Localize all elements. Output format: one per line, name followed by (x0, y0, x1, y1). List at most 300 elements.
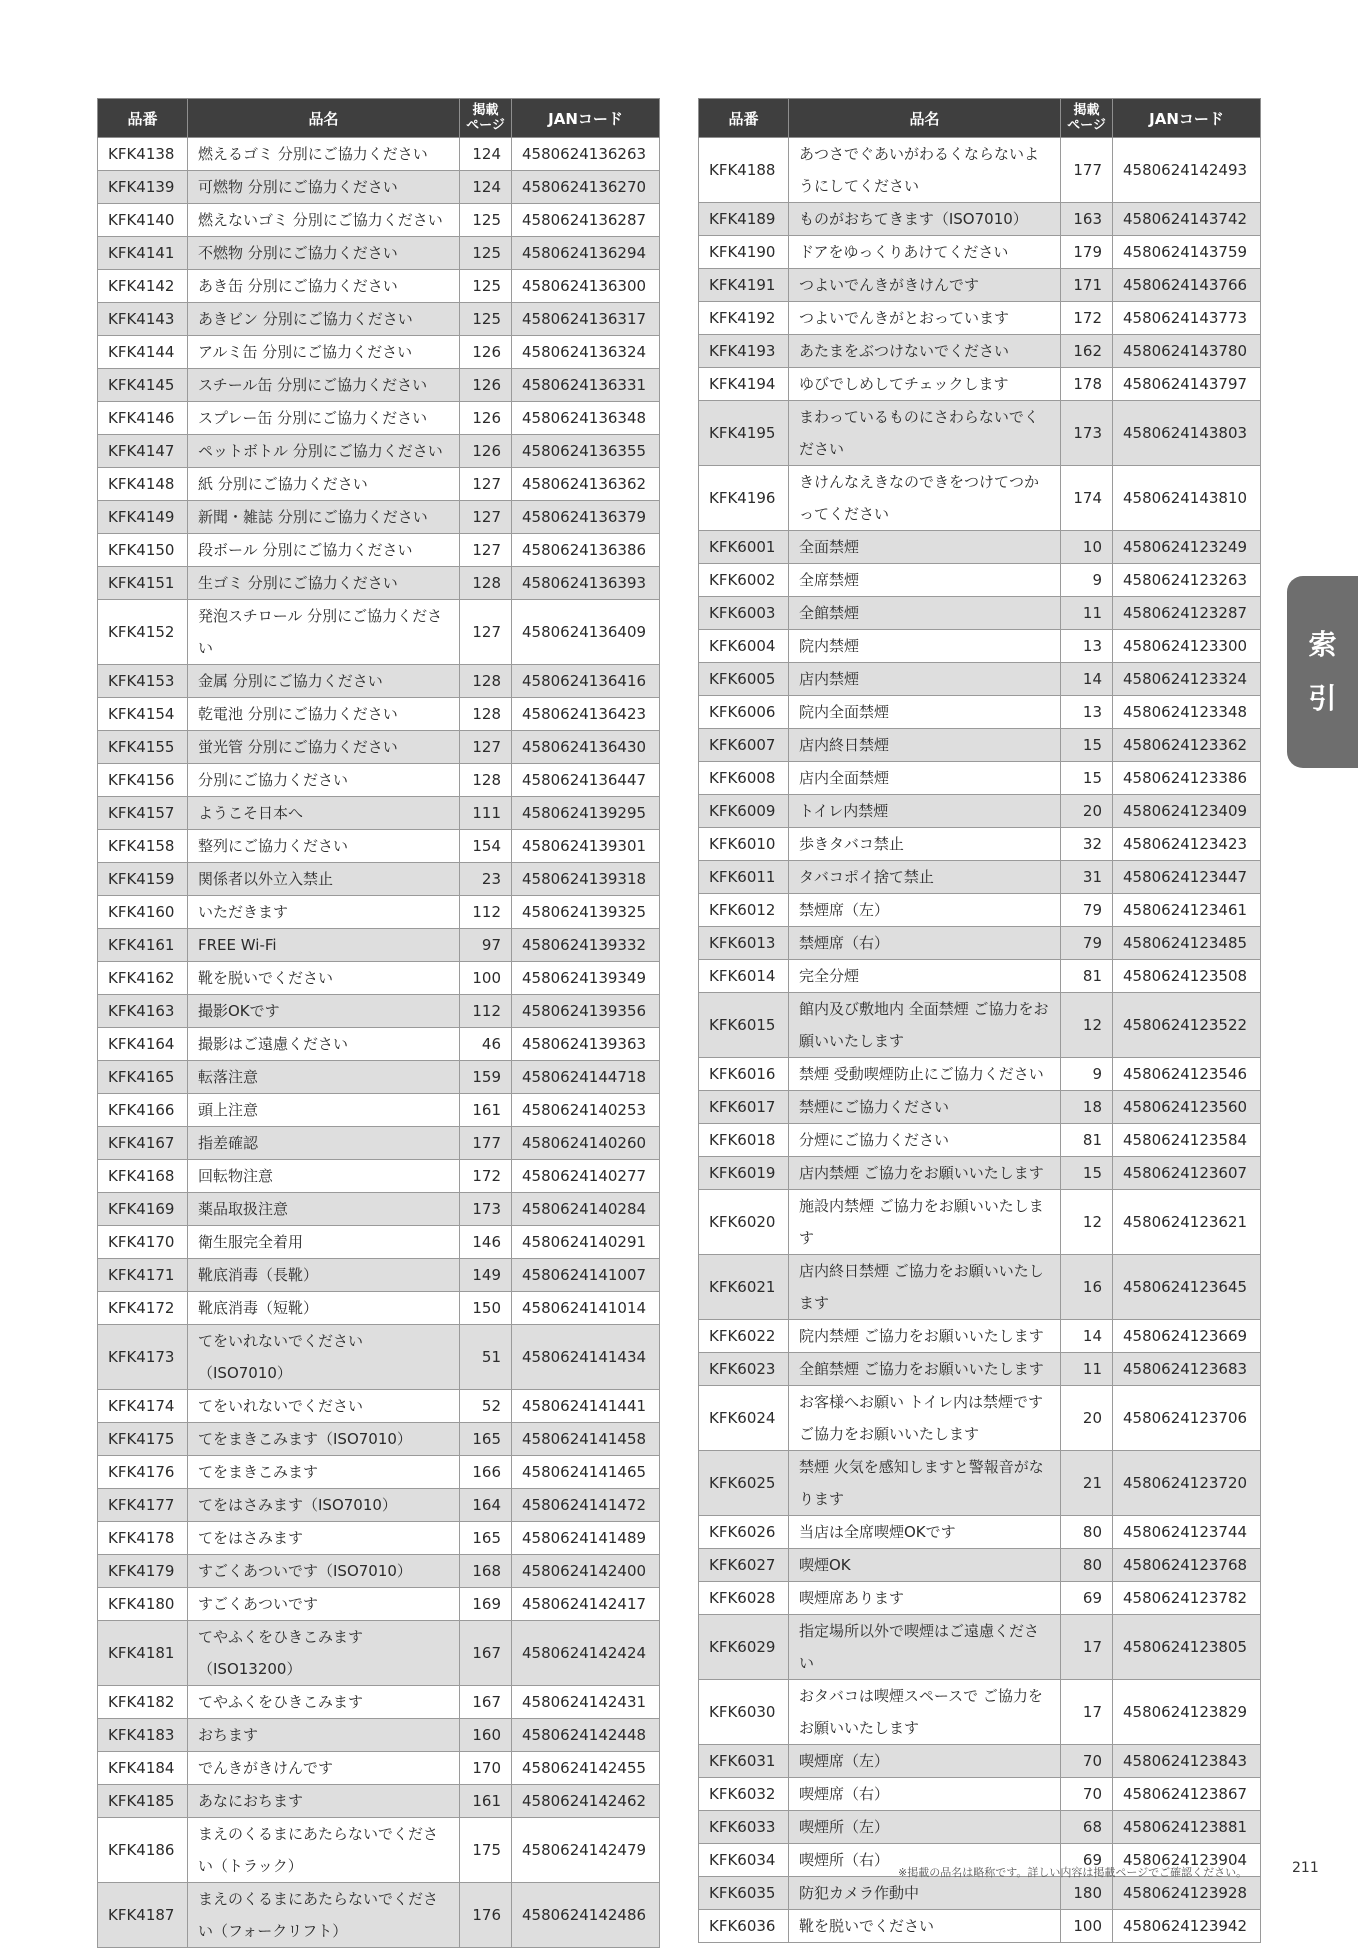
side-tab-char-1: 索 (1308, 628, 1337, 661)
cell-name: 関係者以外立入禁止 (188, 863, 460, 896)
cell-name: あきビン 分別にご協力ください (188, 303, 460, 336)
cell-name: きけんなえきなのできをつけてつかってください (789, 466, 1061, 531)
cell-code: KFK4172 (98, 1292, 188, 1325)
table-row (98, 1456, 660, 1489)
cell-page: 177 (1061, 138, 1113, 203)
cell-jan: 4580624123249 (1113, 531, 1261, 564)
table-row (699, 663, 1261, 696)
cell-code: KFK4150 (98, 534, 188, 567)
cell-jan: 4580624141441 (512, 1390, 660, 1423)
cell-jan: 4580624143766 (1113, 269, 1261, 302)
cell-name: まえのくるまにあたらないでください（トラック） (188, 1818, 460, 1883)
cell-name: スプレー缶 分別にご協力ください (188, 402, 460, 435)
cell-jan: 4580624140260 (512, 1127, 660, 1160)
cell-page: 128 (460, 665, 512, 698)
index-side-tab (1287, 576, 1358, 768)
cell-code: KFK6031 (699, 1745, 789, 1778)
cell-page: 46 (460, 1028, 512, 1061)
cell-code: KFK4148 (98, 468, 188, 501)
cell-jan: 4580624123720 (1113, 1451, 1261, 1516)
cell-code: KFK4178 (98, 1522, 188, 1555)
cell-page: 170 (460, 1752, 512, 1785)
table-row (699, 762, 1261, 795)
cell-code: KFK4166 (98, 1094, 188, 1127)
cell-name: 完全分煙 (789, 960, 1061, 993)
cell-code: KFK6022 (699, 1320, 789, 1353)
cell-jan: 4580624136317 (512, 303, 660, 336)
cell-code: KFK6035 (699, 1877, 789, 1910)
cell-code: KFK4185 (98, 1785, 188, 1818)
cell-page: 11 (1061, 1353, 1113, 1386)
cell-name: あなにおちます (188, 1785, 460, 1818)
cell-jan: 4580624123867 (1113, 1778, 1261, 1811)
table-row (98, 1818, 660, 1883)
cell-name: 全館禁煙 ご協力をお願いいたします (789, 1353, 1061, 1386)
cell-name: でんきがきけんです (188, 1752, 460, 1785)
cell-code: KFK4183 (98, 1719, 188, 1752)
table-row (699, 1745, 1261, 1778)
cell-page: 165 (460, 1522, 512, 1555)
cell-jan: 4580624123645 (1113, 1255, 1261, 1320)
header-code: 品番 (699, 99, 789, 138)
cell-code: KFK6010 (699, 828, 789, 861)
cell-name: 分煙にご協力ください (789, 1124, 1061, 1157)
cell-page: 174 (1061, 466, 1113, 531)
cell-name: てをはさみます (188, 1522, 460, 1555)
cell-page: 17 (1061, 1680, 1113, 1745)
cell-page: 124 (460, 171, 512, 204)
cell-name: 喫煙席（右） (789, 1778, 1061, 1811)
cell-code: KFK6007 (699, 729, 789, 762)
cell-code: KFK4158 (98, 830, 188, 863)
cell-code: KFK6003 (699, 597, 789, 630)
table-row (98, 567, 660, 600)
cell-code: KFK6002 (699, 564, 789, 597)
cell-code: KFK6012 (699, 894, 789, 927)
cell-jan: 4580624123263 (1113, 564, 1261, 597)
cell-code: KFK4179 (98, 1555, 188, 1588)
cell-jan: 4580624136430 (512, 731, 660, 764)
cell-code: KFK6011 (699, 861, 789, 894)
cell-jan: 4580624136423 (512, 698, 660, 731)
cell-page: 20 (1061, 795, 1113, 828)
index-table-right (698, 98, 1261, 1943)
cell-name: 靴を脱いでください (188, 962, 460, 995)
cell-code: KFK4144 (98, 336, 188, 369)
cell-code: KFK4142 (98, 270, 188, 303)
cell-code: KFK4195 (699, 401, 789, 466)
cell-code: KFK4184 (98, 1752, 188, 1785)
cell-code: KFK4175 (98, 1423, 188, 1456)
cell-page: 173 (460, 1193, 512, 1226)
cell-jan: 4580624123881 (1113, 1811, 1261, 1844)
table-row (98, 138, 660, 171)
cell-code: KFK6030 (699, 1680, 789, 1745)
table-row (98, 1390, 660, 1423)
cell-page: 126 (460, 435, 512, 468)
table-row (98, 1259, 660, 1292)
cell-jan: 4580624139301 (512, 830, 660, 863)
cell-code: KFK4161 (98, 929, 188, 962)
cell-page: 125 (460, 204, 512, 237)
table-row (699, 1877, 1261, 1910)
cell-page: 52 (460, 1390, 512, 1423)
cell-page: 127 (460, 731, 512, 764)
header-code: 品番 (98, 99, 188, 138)
cell-code: KFK4167 (98, 1127, 188, 1160)
table-row (98, 369, 660, 402)
cell-code: KFK4155 (98, 731, 188, 764)
cell-name: 院内禁煙 ご協力をお願いいたします (789, 1320, 1061, 1353)
cell-code: KFK6017 (699, 1091, 789, 1124)
cell-jan: 4580624136324 (512, 336, 660, 369)
table-row (699, 1680, 1261, 1745)
cell-page: 160 (460, 1719, 512, 1752)
cell-code: KFK6016 (699, 1058, 789, 1091)
cell-jan: 4580624123522 (1113, 993, 1261, 1058)
cell-jan: 4580624123683 (1113, 1353, 1261, 1386)
cell-jan: 4580624143773 (1113, 302, 1261, 335)
table-row (699, 1910, 1261, 1943)
cell-jan: 4580624142486 (512, 1883, 660, 1948)
cell-code: KFK4139 (98, 171, 188, 204)
cell-jan: 4580624139332 (512, 929, 660, 962)
cell-page: 128 (460, 567, 512, 600)
table-row (699, 138, 1261, 203)
cell-code: KFK6033 (699, 1811, 789, 1844)
cell-jan: 4580624123843 (1113, 1745, 1261, 1778)
cell-code: KFK6006 (699, 696, 789, 729)
table-row (699, 466, 1261, 531)
header-page-line1: 掲載 (1073, 103, 1100, 118)
cell-code: KFK4151 (98, 567, 188, 600)
cell-code: KFK4145 (98, 369, 188, 402)
cell-page: 112 (460, 995, 512, 1028)
cell-jan: 4580624142400 (512, 1555, 660, 1588)
index-table-left (97, 98, 660, 1948)
cell-name: 靴底消毒（長靴） (188, 1259, 460, 1292)
cell-code: KFK6004 (699, 630, 789, 663)
table-row (699, 1124, 1261, 1157)
table-row (699, 335, 1261, 368)
cell-name: てをはさみます（ISO7010） (188, 1489, 460, 1522)
table-row (98, 303, 660, 336)
cell-page: 164 (460, 1489, 512, 1522)
table-row (699, 861, 1261, 894)
cell-page: 161 (460, 1094, 512, 1127)
cell-page: 51 (460, 1325, 512, 1390)
cell-jan: 4580624123362 (1113, 729, 1261, 762)
cell-jan: 4580624123942 (1113, 1910, 1261, 1943)
cell-name: 靴底消毒（短靴） (188, 1292, 460, 1325)
cell-code: KFK6034 (699, 1844, 789, 1877)
table-row (699, 894, 1261, 927)
table-row (699, 696, 1261, 729)
cell-name: まわっているものにさわらないでください (789, 401, 1061, 466)
cell-name: あつさでぐあいがわるくならないようにしてください (789, 138, 1061, 203)
cell-name: 院内禁煙 (789, 630, 1061, 663)
cell-code: KFK4140 (98, 204, 188, 237)
cell-page: 126 (460, 402, 512, 435)
cell-name: 指差確認 (188, 1127, 460, 1160)
cell-jan: 4580624123546 (1113, 1058, 1261, 1091)
cell-page: 15 (1061, 762, 1113, 795)
cell-jan: 4580624140253 (512, 1094, 660, 1127)
table-row (98, 1028, 660, 1061)
table-row (98, 336, 660, 369)
cell-name: すごくあついです（ISO7010） (188, 1555, 460, 1588)
table-row (98, 435, 660, 468)
cell-jan: 4580624136355 (512, 435, 660, 468)
table-row (699, 1549, 1261, 1582)
table-row (699, 1058, 1261, 1091)
cell-jan: 4580624136294 (512, 237, 660, 270)
cell-code: KFK4193 (699, 335, 789, 368)
cell-name: てをいれないでください (188, 1390, 460, 1423)
cell-jan: 4580624123768 (1113, 1549, 1261, 1582)
cell-name: 衛生服完全着用 (188, 1226, 460, 1259)
table-row (98, 995, 660, 1028)
table-row (699, 1157, 1261, 1190)
header-page-line2: ページ (1067, 118, 1106, 133)
cell-jan: 4580624141472 (512, 1489, 660, 1522)
cell-page: 176 (460, 1883, 512, 1948)
cell-name: あたまをぶつけないでください (789, 335, 1061, 368)
cell-page: 9 (1061, 564, 1113, 597)
cell-page: 20 (1061, 1386, 1113, 1451)
cell-page: 163 (1061, 203, 1113, 236)
table-row (699, 1582, 1261, 1615)
cell-name: 蛍光管 分別にご協力ください (188, 731, 460, 764)
cell-name: 紙 分別にご協力ください (188, 468, 460, 501)
cell-code: KFK4147 (98, 435, 188, 468)
cell-code: KFK4160 (98, 896, 188, 929)
cell-page: 112 (460, 896, 512, 929)
side-tab-char-2: 引 (1308, 682, 1337, 715)
header-jan: JANコード (1113, 99, 1261, 138)
table-row (699, 236, 1261, 269)
cell-page: 100 (1061, 1910, 1113, 1943)
cell-name: トイレ内禁煙 (789, 795, 1061, 828)
cell-page: 32 (1061, 828, 1113, 861)
cell-name: 撮影OKです (188, 995, 460, 1028)
table-row (98, 1883, 660, 1948)
table-row (699, 960, 1261, 993)
table-row (699, 1255, 1261, 1320)
table-row (699, 1811, 1261, 1844)
cell-code: KFK4196 (699, 466, 789, 531)
table-row (699, 531, 1261, 564)
cell-code: KFK4153 (98, 665, 188, 698)
table-row (98, 468, 660, 501)
cell-code: KFK6014 (699, 960, 789, 993)
cell-name: 禁煙席（左） (789, 894, 1061, 927)
cell-page: 172 (1061, 302, 1113, 335)
cell-code: KFK4192 (699, 302, 789, 335)
cell-page: 166 (460, 1456, 512, 1489)
cell-jan: 4580624123560 (1113, 1091, 1261, 1124)
cell-name: 撮影はご遠慮ください (188, 1028, 460, 1061)
cell-jan: 4580624136263 (512, 138, 660, 171)
cell-jan: 4580624142479 (512, 1818, 660, 1883)
cell-jan: 4580624140284 (512, 1193, 660, 1226)
cell-code: KFK4174 (98, 1390, 188, 1423)
cell-code: KFK4189 (699, 203, 789, 236)
cell-page: 81 (1061, 960, 1113, 993)
cell-name: 生ゴミ 分別にご協力ください (188, 567, 460, 600)
cell-page: 127 (460, 468, 512, 501)
cell-jan: 4580624142462 (512, 1785, 660, 1818)
cell-name: 禁煙席（右） (789, 927, 1061, 960)
table-row (98, 1423, 660, 1456)
cell-jan: 4580624123300 (1113, 630, 1261, 663)
cell-jan: 4580624144718 (512, 1061, 660, 1094)
cell-page: 12 (1061, 993, 1113, 1058)
cell-code: KFK4194 (699, 368, 789, 401)
table-row (699, 1353, 1261, 1386)
cell-jan: 4580624136348 (512, 402, 660, 435)
table-row (699, 729, 1261, 762)
cell-code: KFK4164 (98, 1028, 188, 1061)
cell-page: 173 (1061, 401, 1113, 466)
cell-jan: 4580624136300 (512, 270, 660, 303)
cell-name: ドアをゆっくりあけてください (789, 236, 1061, 269)
table-row (98, 171, 660, 204)
cell-code: KFK6021 (699, 1255, 789, 1320)
cell-page: 17 (1061, 1615, 1113, 1680)
table-row (98, 698, 660, 731)
cell-code: KFK4156 (98, 764, 188, 797)
cell-jan: 4580624123485 (1113, 927, 1261, 960)
cell-jan: 4580624139325 (512, 896, 660, 929)
cell-jan: 4580624136270 (512, 171, 660, 204)
table-row (699, 564, 1261, 597)
cell-jan: 4580624142493 (1113, 138, 1261, 203)
cell-page: 12 (1061, 1190, 1113, 1255)
cell-name: FREE Wi-Fi (188, 929, 460, 962)
cell-code: KFK4186 (98, 1818, 188, 1883)
cell-page: 16 (1061, 1255, 1113, 1320)
cell-code: KFK6018 (699, 1124, 789, 1157)
cell-page: 127 (460, 501, 512, 534)
cell-code: KFK4159 (98, 863, 188, 896)
table-row (699, 1615, 1261, 1680)
cell-page: 165 (460, 1423, 512, 1456)
table-row (98, 929, 660, 962)
cell-page: 23 (460, 863, 512, 896)
cell-code: KFK6020 (699, 1190, 789, 1255)
cell-name: おタバコは喫煙スペースで ご協力をお願いいたします (789, 1680, 1061, 1745)
cell-name: 店内全面禁煙 (789, 762, 1061, 795)
table-row (98, 1325, 660, 1390)
cell-page: 150 (460, 1292, 512, 1325)
cell-page: 175 (460, 1818, 512, 1883)
cell-code: KFK4141 (98, 237, 188, 270)
cell-name: 頭上注意 (188, 1094, 460, 1127)
cell-name: 店内禁煙 (789, 663, 1061, 696)
cell-code: KFK4171 (98, 1259, 188, 1292)
cell-page: 168 (460, 1555, 512, 1588)
cell-name: 指定場所以外で喫煙はご遠慮ください (789, 1615, 1061, 1680)
cell-name: 喫煙所（左） (789, 1811, 1061, 1844)
table-row (98, 1785, 660, 1818)
cell-page: 127 (460, 600, 512, 665)
cell-page: 70 (1061, 1745, 1113, 1778)
cell-page: 180 (1061, 1877, 1113, 1910)
cell-name: 靴を脱いでください (789, 1910, 1061, 1943)
cell-jan: 4580624143759 (1113, 236, 1261, 269)
cell-jan: 4580624123423 (1113, 828, 1261, 861)
cell-page: 69 (1061, 1582, 1113, 1615)
table-row (98, 501, 660, 534)
cell-jan: 4580624140291 (512, 1226, 660, 1259)
table-row (98, 402, 660, 435)
cell-code: KFK4149 (98, 501, 188, 534)
cell-name: 全席禁煙 (789, 564, 1061, 597)
cell-name: 店内終日禁煙 (789, 729, 1061, 762)
cell-page: 69 (1061, 1844, 1113, 1877)
cell-page: 14 (1061, 1320, 1113, 1353)
table-header-row (699, 99, 1261, 138)
cell-page: 162 (1061, 335, 1113, 368)
cell-page: 31 (1061, 861, 1113, 894)
cell-name: 禁煙 受動喫煙防止にご協力ください (789, 1058, 1061, 1091)
table-row (699, 993, 1261, 1058)
cell-jan: 4580624136287 (512, 204, 660, 237)
cell-page: 178 (1061, 368, 1113, 401)
cell-page: 177 (460, 1127, 512, 1160)
cell-name: ペットボトル 分別にご協力ください (188, 435, 460, 468)
header-page-line2: ページ (466, 118, 505, 133)
cell-name: 不燃物 分別にご協力ください (188, 237, 460, 270)
cell-code: KFK4146 (98, 402, 188, 435)
cell-code: KFK4165 (98, 1061, 188, 1094)
cell-code: KFK6032 (699, 1778, 789, 1811)
cell-code: KFK6005 (699, 663, 789, 696)
cell-name: アルミ缶 分別にご協力ください (188, 336, 460, 369)
table-row (98, 1061, 660, 1094)
table-row (98, 962, 660, 995)
cell-code: KFK6013 (699, 927, 789, 960)
cell-name: 喫煙OK (789, 1549, 1061, 1582)
cell-page: 126 (460, 336, 512, 369)
cell-page: 80 (1061, 1516, 1113, 1549)
table-row (98, 830, 660, 863)
cell-code: KFK4143 (98, 303, 188, 336)
cell-name: てをまきこみます (188, 1456, 460, 1489)
table-row (98, 1719, 660, 1752)
cell-page: 125 (460, 303, 512, 336)
cell-jan: 4580624141014 (512, 1292, 660, 1325)
table-row (699, 401, 1261, 466)
cell-page: 124 (460, 138, 512, 171)
cell-name: てをまきこみます（ISO7010） (188, 1423, 460, 1456)
cell-jan: 4580624123348 (1113, 696, 1261, 729)
cell-page: 171 (1061, 269, 1113, 302)
table-row (98, 1555, 660, 1588)
cell-code: KFK6009 (699, 795, 789, 828)
table-row (98, 1160, 660, 1193)
page-number: 211 (1292, 1860, 1319, 1876)
header-name: 品名 (188, 99, 460, 138)
table-row (699, 302, 1261, 335)
cell-jan: 4580624136393 (512, 567, 660, 600)
cell-jan: 4580624139363 (512, 1028, 660, 1061)
cell-code: KFK6026 (699, 1516, 789, 1549)
cell-page: 111 (460, 797, 512, 830)
table-row (98, 797, 660, 830)
cell-jan: 4580624123805 (1113, 1615, 1261, 1680)
